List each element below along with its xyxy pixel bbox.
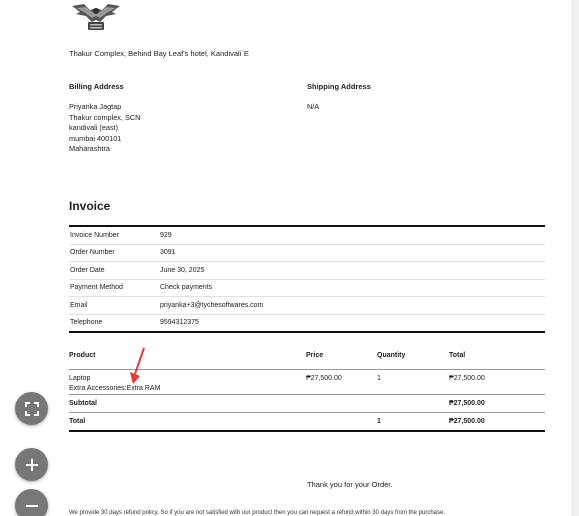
billing-line: Maharashtra (69, 144, 110, 153)
scrollbar[interactable] (571, 0, 579, 516)
order-number-label: Order Number (70, 249, 115, 257)
product-name: Laptop (69, 375, 91, 382)
product-price: ₱27,500.00 (306, 375, 342, 382)
product-cell (69, 375, 306, 394)
order-date-value: June 30, 2025 (160, 266, 205, 274)
billing-line: Thakur complex, SCN (69, 112, 141, 122)
table-row (69, 262, 545, 280)
zoom-in-button[interactable] (15, 448, 48, 481)
subtotal-row (69, 395, 545, 413)
billing-address (69, 82, 269, 155)
billing-heading: Billing Address (69, 82, 124, 91)
total-label: Total (69, 418, 86, 425)
fit-to-page-icon (25, 402, 39, 416)
total-row (69, 413, 545, 432)
total-header: Total (449, 352, 466, 359)
email-value: priyanka+3@tychesoftwares.com (160, 301, 264, 309)
invoice-number-label: Invoice Number (70, 231, 120, 239)
product-header: Product (69, 352, 96, 359)
total-value: ₱27,500.00 (449, 418, 485, 425)
zoom-out-button[interactable] (15, 489, 48, 516)
thank-you-note: Thank you for your Order. (307, 480, 393, 489)
shipping-address (307, 82, 507, 113)
table-row (69, 280, 545, 298)
shipping-value: N/A (307, 102, 320, 111)
billing-line: mumbai 400101 (69, 133, 122, 143)
refund-policy: We provide 30 days refund policy. So if you are not satisfied with our product then you can request a refund within 30 days from the purchase. (69, 510, 445, 516)
telephone-label: Telephone (70, 319, 103, 327)
total-quantity: 1 (377, 418, 381, 425)
order-date-label: Order Date (70, 266, 105, 274)
zoom-out-icon (25, 499, 39, 513)
product-quantity: 1 (377, 375, 381, 382)
fit-to-page-button[interactable] (15, 392, 48, 425)
subtotal-value: ₱27,500.00 (449, 400, 485, 407)
table-row (69, 245, 545, 263)
quantity-header: Quantity (377, 352, 406, 359)
store-address: Thakur Complex, Behind Bay Leaf's hotel, Kandivali`E (69, 49, 249, 58)
invoice-number-value: 929 (160, 231, 172, 239)
order-number-value: 3091 (160, 249, 176, 257)
product-meta: Extra Accessories:Extra RAM (69, 385, 161, 392)
email-label: Email (70, 301, 88, 309)
telephone-value: 9594312375 (160, 319, 199, 327)
price-header: Price (306, 352, 324, 359)
annotation-arrow-icon (128, 346, 148, 386)
zoom-in-icon (25, 458, 39, 472)
payment-method-value: Check payments (160, 284, 213, 292)
table-row (69, 227, 545, 245)
store-logo (70, 0, 122, 34)
invoice-details-table (69, 225, 545, 333)
payment-method-label: Payment Method (70, 284, 123, 292)
billing-line: Priyanka Jagtap (69, 102, 122, 111)
product-total: ₱27,500.00 (449, 375, 485, 382)
invoice-title: Invoice (69, 199, 111, 213)
billing-line: kandivali (east) (69, 123, 119, 132)
table-row (69, 315, 545, 332)
table-row (69, 297, 545, 315)
shipping-heading: Shipping Address (307, 82, 371, 91)
subtotal-label: Subtotal (69, 400, 97, 407)
